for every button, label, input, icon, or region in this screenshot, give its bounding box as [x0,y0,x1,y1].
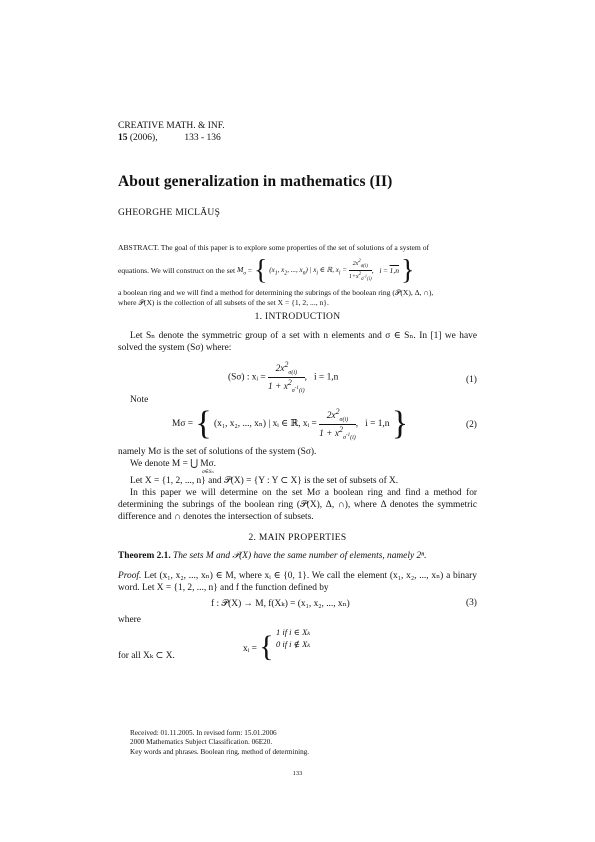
proof-paragraph [118,570,477,594]
equation-2-number: (2) [466,420,477,430]
intro-paragraph-3: We denote M = ⋃ Mσ. [130,459,217,469]
equation-1: (Sσ) : xᵢ = $\frac{2x^2_{\sigma(i)}}{1 + x^2_{\sigma^{-1}(i)}}$ , i = 1,n [228,360,339,394]
equation-1-fraction: $\frac{2x^2_{\sigma(i)}}{1 + x^2_{\sigma^{-1}(i)}}$ [268,360,305,394]
abstract-line-1 [118,242,480,254]
theorem-2-1 [118,550,477,562]
msc-classification: 2000 Mathematics Subject Classification. 06E20. [130,738,273,747]
journal-pages: 133 - 136 [184,132,221,143]
journal-name: CREATIVE MATH. & INF. [118,121,225,131]
abstract-line-2: equations. We will construct on the set $M_\sigma$ = { ($x_1$, $x_2$, ..., $x_n$) | $x_i$ ∈ ℝ, $x_i$ = $\frac{2x^2_{\sigma(i)}}{1+x^2_{\sigma^{-1}(i)}}$ , i = 1,n } [118,254,415,286]
note-label: Note [130,395,149,405]
case-2: 0 if i ∉ Xₖ [275,639,311,649]
abstract-text-3: a boolean ring and we will find a method for determining the subrings of the boolean ring (𝒫(X), Δ, ∩), [118,287,434,297]
case-1: 1 if i ∈ Xₖ [275,627,311,637]
for-all-line: for all Xₖ ⊂ X. [118,651,175,661]
journal-header [118,121,225,144]
equation-3: f : 𝒫(X) → M, f(Xₖ) = (x₁, x₂, ..., xₙ) [211,599,350,609]
keywords: Key words and phrases. Boolean ring, method of determining. [130,747,310,756]
theorem-text: The sets M and 𝒫(X) have the same number of elements, namely 2ⁿ. [173,551,427,561]
theorem-label: Theorem 2.1. [118,551,171,561]
received-date: Received: 01.11.2005. In revised form: 15.01.2006 [130,729,277,737]
journal-issue [118,133,225,145]
author-name: GHEORGHE MICLĂUŞ [118,208,221,218]
abstract-text-1: The goal of this paper is to explore some properties of the set of solutions of a system of [160,243,430,252]
page-number: 133 [292,770,303,777]
equation-1-number: (1) [466,375,477,385]
abstract-label: ABSTRACT. [118,243,159,252]
abstract-text-4: where 𝒫(X) is the collection of all subsets of the set X = {1, 2, ..., n}. [118,297,329,307]
where-label: where [118,615,141,625]
intro-paragraph-2: namely Mσ is the set of solutions of the system (Sσ). [118,447,317,457]
intro-paragraph-4: Let X = {1, 2, ..., n} and 𝒫(X) = {Y : Y ⊂ X} is the set of subsets of X. [130,476,399,486]
section-heading-introduction: 1. INTRODUCTION [254,312,341,322]
abstract-fraction: $\frac{2x^2_{\sigma(i)}}{1+x^2_{\sigma^{-1}(i)}}$ [348,258,372,283]
intro-paragraph-1: Let Sₙ denote the symmetric group of a set with n elements and σ ∈ Sₙ. In [1] we have solved the system (Sσ) where: [118,331,477,353]
footnotes [130,729,309,757]
equation-3-number: (3) [466,598,477,608]
proof-text: Let (x₁, x₂, ..., xₙ) ∈ M, where xᵢ ∈ {0, 1}. We call the element (x₁, x₂, ..., xₙ) a binary word. Let X = {1, 2, ..., n} and f the function defined by [118,571,477,593]
left-brace: { [253,254,268,286]
union-subscript: σ∈Sₙ [202,469,214,475]
paper-title: About generalization in mathematics (II) [118,173,393,190]
case-equation: xᵢ = { 1 if i ∈ Xₖ 0 if i ∉ Xₖ [243,627,311,663]
right-brace: } [400,254,415,286]
proof-label: Proof. [118,571,142,581]
journal-volume: 15 [118,132,128,143]
section-heading-main-properties: 2. MAIN PROPERTIES [248,533,347,543]
abstract [118,242,480,308]
journal-year: (2006), [129,132,158,143]
equation-2-fraction: $\frac{2x^2_{\sigma(i)}}{1 + x^2_{\sigma^{-1}(i)}}$ [319,406,356,441]
equation-2: Mσ = { (x₁, x₂, ..., xₙ) | xᵢ ∈ ℝ, xᵢ = $\frac{2x^2_{\sigma(i)}}{1 + x^2_{\sigma^{-1}(i)}}$ , i = 1,n } [172,405,409,442]
intro-paragraph-5: In this paper we will determine on the set Mσ a boolean ring and find a method for determining the subrings of the boolean ring (𝒫(X), Δ, ∩), where Δ denotes the symmetric difference and ∩ denotes the intersection of subsets. [118,488,477,522]
